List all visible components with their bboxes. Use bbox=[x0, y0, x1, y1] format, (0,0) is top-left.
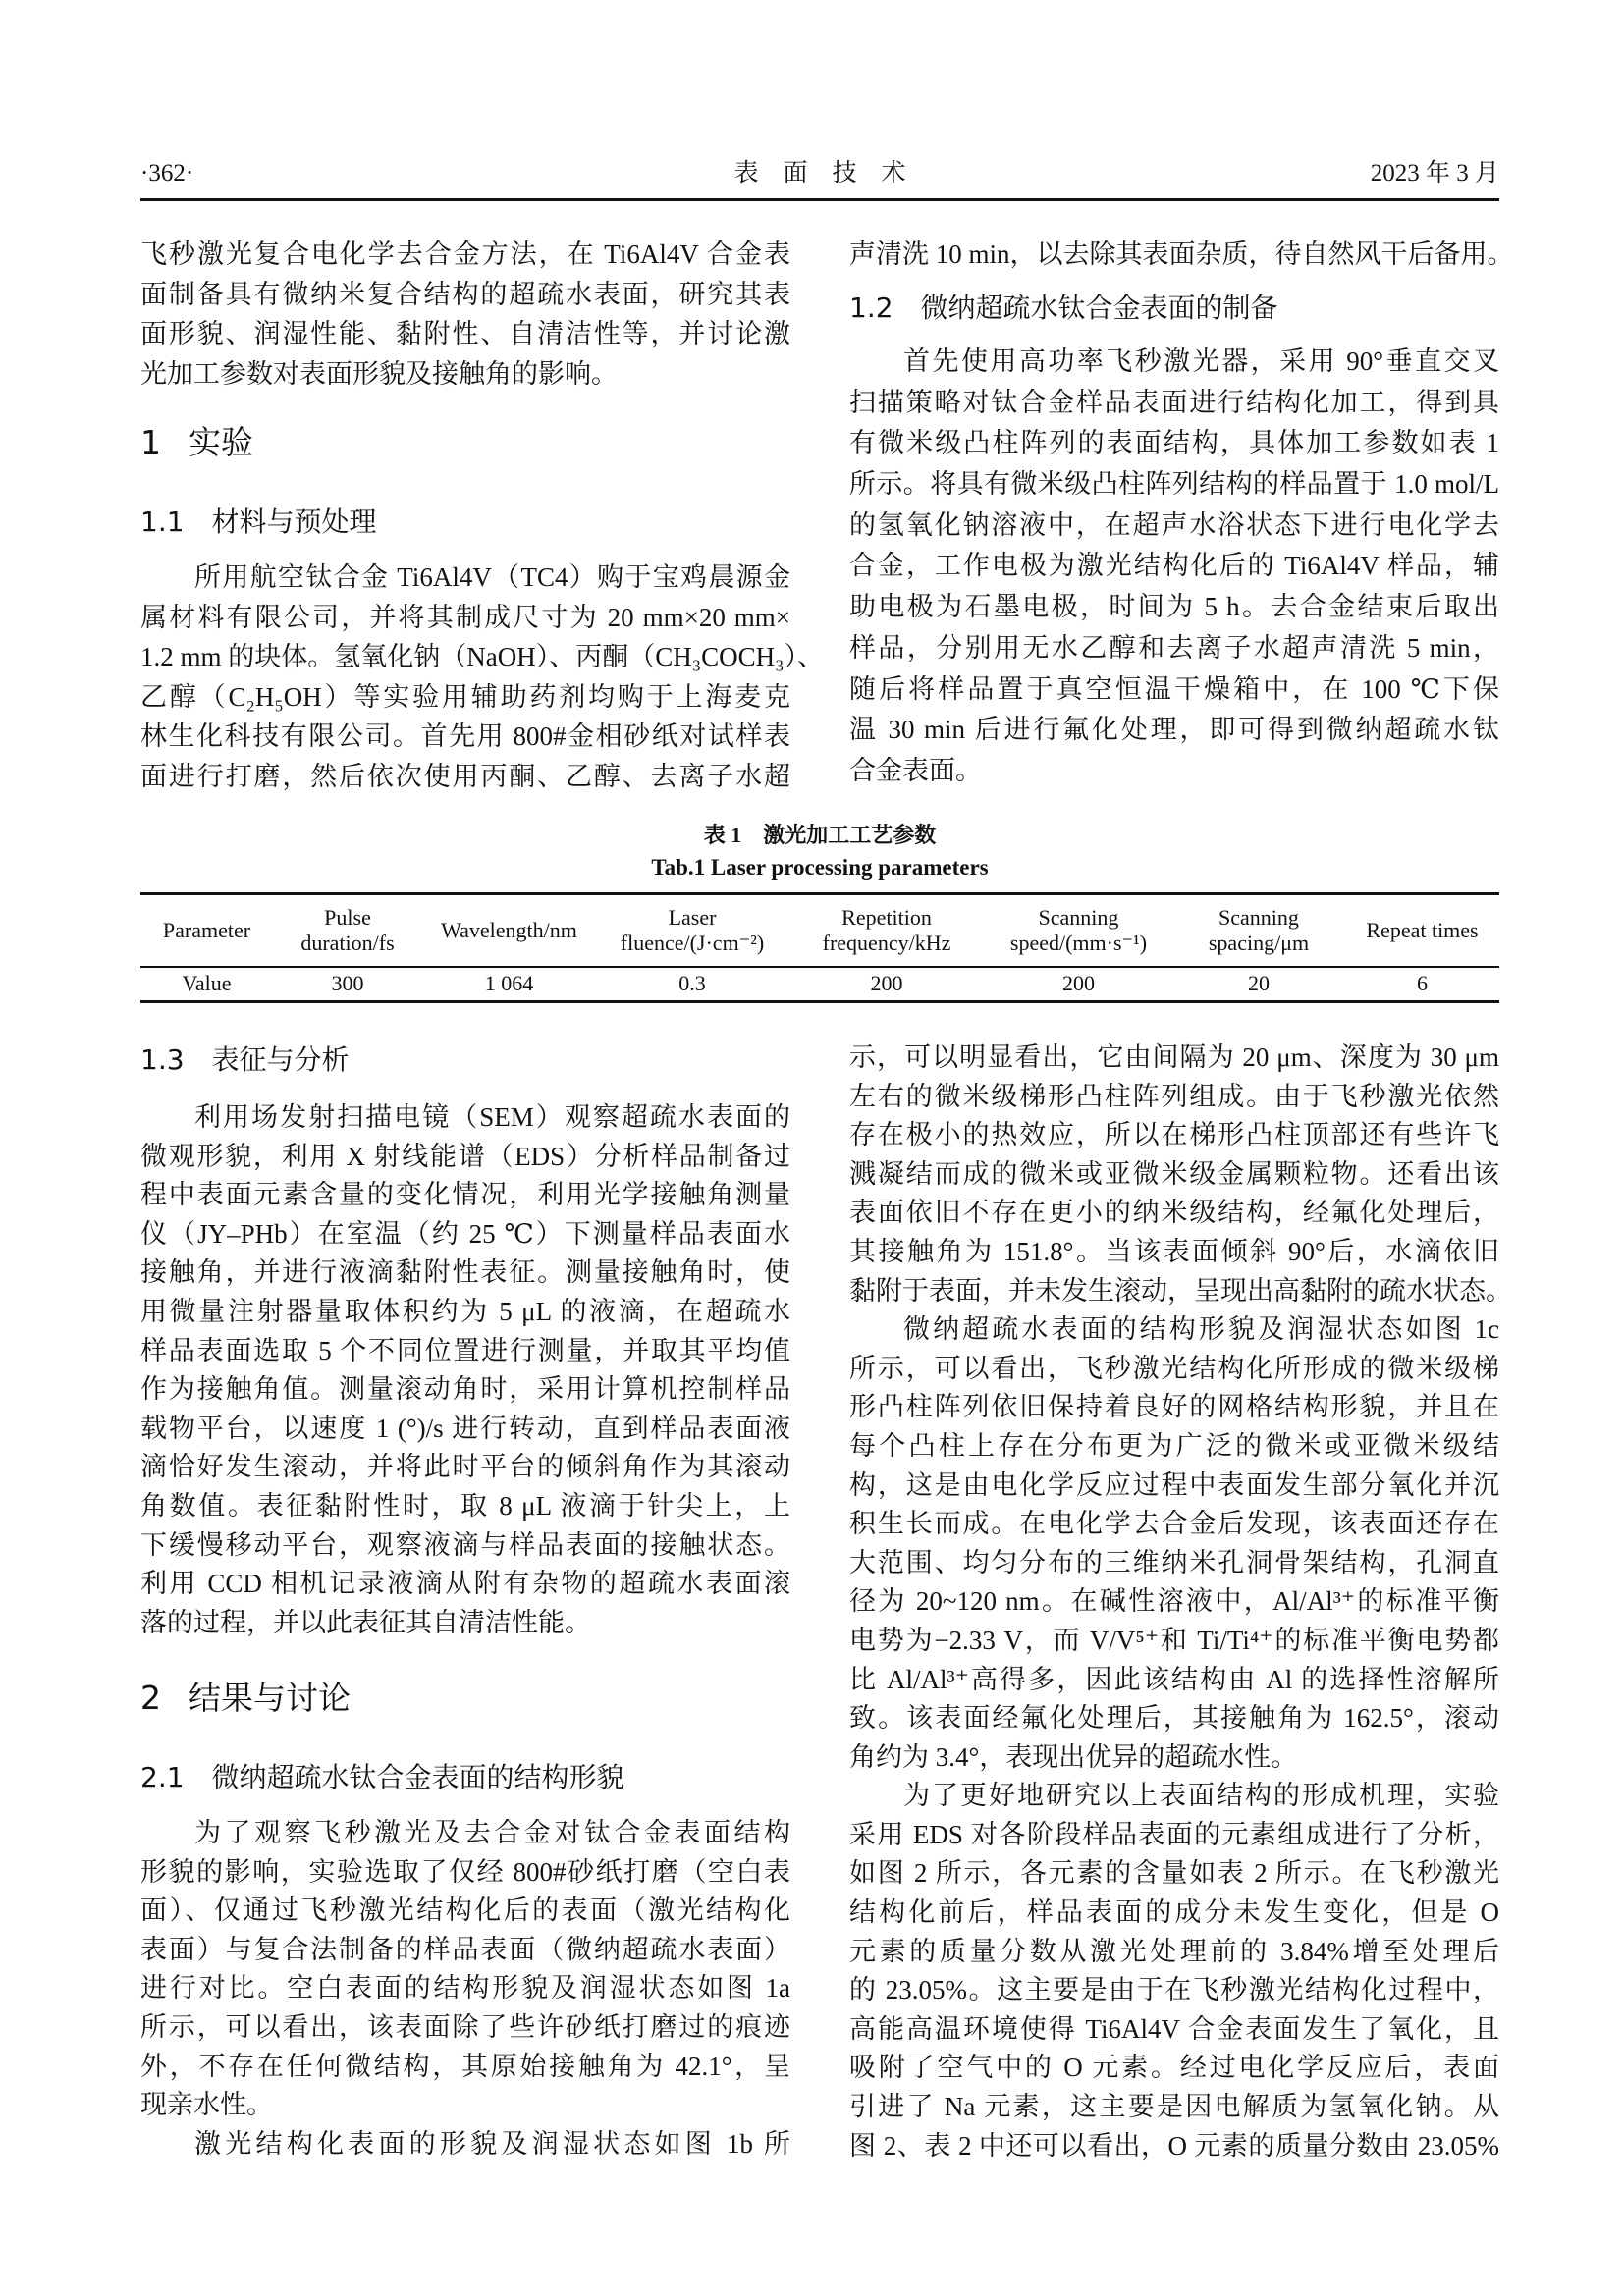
text-line: 样品表面选取 5 个不同位置进行测量，并取其平均值 bbox=[140, 1335, 790, 1365]
text-line: 助电极为石墨电极，时间为 5 h。去合金结束后取出 bbox=[849, 592, 1499, 622]
text-line: 作为接触角值。测量滚动角时，采用计算机控制样品 bbox=[140, 1374, 790, 1405]
text-line: 激光结构化表面的形貌及润湿状态如图 1b 所 bbox=[194, 2128, 790, 2159]
paragraph-structure-morphology bbox=[140, 1814, 790, 2163]
text-line: 示，可以明显看出，它由间隔为 20 μm、深度为 30 μm bbox=[849, 1042, 1499, 1072]
text-line: 角约为 3.4°，表现出优异的超疏水性。 bbox=[849, 1741, 1298, 1772]
table-cell: 6 bbox=[1417, 971, 1428, 996]
text-line: 落的过程，并以此表征其自清洁性能。 bbox=[140, 1607, 591, 1637]
text-line: 径为 20~120 nm。在碱性溶液中，Al/Al³⁺的标准平衡 bbox=[849, 1586, 1499, 1617]
text-line: 元素的质量分数从激光处理前的 3.84%增至处理后 bbox=[849, 1936, 1499, 1966]
text-line: 结构化前后，样品表面的成分未发生变化，但是 O bbox=[849, 1897, 1499, 1928]
text-line: 下缓慢移动平台，观察液滴与样品表面的接触状态。 bbox=[140, 1529, 790, 1560]
section-number: 1.2 bbox=[849, 292, 893, 324]
table-cell: 1 064 bbox=[484, 971, 534, 996]
column-header bbox=[273, 894, 422, 967]
section-number: 1.1 bbox=[140, 506, 185, 538]
text-line: 致。该表面经氟化处理后，其接触角为 162.5°，滚动 bbox=[849, 1703, 1499, 1734]
paragraph-results-continued bbox=[849, 1039, 1512, 2165]
text-line: 程中表面元素含量的变化情况，利用光学接触角测量 bbox=[140, 1180, 790, 1210]
section-heading-2 bbox=[140, 1677, 351, 1720]
text-line: 乙醇（C₂H₅OH）等实验用辅助药剂均购于上海麦克 bbox=[140, 681, 790, 712]
text-line: 温 30 min 后进行氟化处理，即可得到微纳超疏水钛 bbox=[849, 715, 1499, 745]
column-header bbox=[1345, 894, 1499, 967]
column-header bbox=[985, 894, 1172, 967]
text-line: 样品，分别用无水乙醇和去离子水超声清洗 5 min， bbox=[849, 632, 1499, 663]
text-line: 的 23.05%。这主要是由于在飞秒激光结构化过程中， bbox=[849, 1975, 1499, 2005]
section-title: 微纳超疏水钛合金表面的结构形貌 bbox=[211, 1761, 624, 1793]
paragraph-preparation bbox=[849, 342, 1499, 792]
text-line: 形凸柱阵列依旧保持着良好的网格结构形貌，并且在 bbox=[849, 1392, 1499, 1422]
text-line: 为了更好地研究以上表面结构的形成机理，实验 bbox=[903, 1781, 1499, 1811]
text-line: 构，这是由电化学反应过程中表面发生部分氧化并沉 bbox=[849, 1469, 1499, 1500]
table-cell: 200 bbox=[870, 971, 903, 996]
text-line: 林生化科技有限公司。首先用 800#金相砂纸对试样表 bbox=[140, 721, 790, 752]
column-header-line: spacing/μm bbox=[1208, 930, 1310, 955]
text-line: 所用航空钛合金 Ti6Al4V（TC4）购于宝鸡晨源金 bbox=[194, 562, 790, 592]
text-line: 所示。将具有微米级凸柱阵列结构的样品置于 1.0 mol/L bbox=[849, 469, 1499, 500]
section-heading-1-3 bbox=[140, 1041, 350, 1080]
text-line: 面进行打磨，然后依次使用丙酮、乙醇、去离子水超 bbox=[140, 761, 790, 791]
text-line: 光加工参数对表面形貌及接触角的影响。 bbox=[140, 358, 618, 389]
table-cell: 20 bbox=[1248, 971, 1270, 996]
paragraph-intro-continued bbox=[140, 235, 790, 394]
column-header-line: Scanning bbox=[1218, 904, 1299, 930]
text-line: 用微量注射器量取体积约为 5 μL 的液滴，在超疏水 bbox=[140, 1296, 790, 1326]
section-heading-1-2 bbox=[849, 289, 1278, 328]
text-line: 面）、仅通过飞秒激光结构化后的表面（激光结构化 bbox=[140, 1896, 790, 1926]
text-line: 所示，可以看出，飞秒激光结构化所形成的微米级梯 bbox=[849, 1353, 1499, 1383]
column-header-line: Wavelength/nm bbox=[441, 917, 577, 942]
table-cell: 300 bbox=[331, 971, 364, 996]
section-number: 2.1 bbox=[140, 1761, 185, 1793]
text-line: 首先使用高功率飞秒激光器，采用 90°垂直交叉 bbox=[903, 347, 1499, 376]
section-heading-2-1 bbox=[140, 1758, 624, 1797]
paragraph-materials-continued bbox=[849, 235, 1514, 275]
text-line: 利用 CCD 相机记录液滴从附有杂物的超疏水表面滚 bbox=[140, 1569, 790, 1599]
journal-name: 表 面 技 术 bbox=[733, 160, 906, 187]
laser-parameters-table bbox=[140, 892, 1499, 1003]
text-line: 载物平台，以速度 1 (°)/s 进行转动，直到样品表面液 bbox=[140, 1413, 790, 1443]
section-title: 结果与讨论 bbox=[189, 1679, 351, 1717]
text-line: 1.2 mm 的块体。氢氧化钠（NaOH）、丙酮（CH₃COCH₃）、 bbox=[140, 642, 825, 672]
table-caption-en: Tab.1 Laser processing parameters bbox=[651, 855, 989, 880]
table-cell: 0.3 bbox=[678, 971, 706, 996]
text-line: 吸附了空气中的 O 元素。经过电化学反应后，表面 bbox=[849, 2053, 1499, 2083]
row-label: Value bbox=[182, 971, 232, 996]
text-line: 角数值。表征黏附性时，取 8 μL 液滴于针尖上，上 bbox=[140, 1490, 790, 1521]
section-title: 材料与预处理 bbox=[211, 506, 377, 538]
text-line: 所示，可以看出，该表面除了些许砂纸打磨过的痕迹 bbox=[140, 2011, 790, 2042]
text-line: 利用场发射扫描电镜（SEM）观察超疏水表面的 bbox=[194, 1102, 790, 1132]
section-number: 2 bbox=[140, 1679, 161, 1717]
paragraph-materials bbox=[140, 558, 825, 797]
column-header-line: Laser bbox=[668, 904, 717, 930]
column-header bbox=[596, 894, 788, 967]
text-line: 表面）与复合法制备的样品表面（微纳超疏水表面） bbox=[140, 1934, 790, 1964]
table-row bbox=[140, 967, 1499, 1002]
text-line: 飞秒激光复合电化学去合金方法，在 Ti6Al4V 合金表 bbox=[140, 240, 790, 269]
text-line: 左右的微米级梯形凸柱阵列组成。由于飞秒激光依然 bbox=[849, 1081, 1499, 1111]
column-header-line: frequency/kHz bbox=[822, 930, 951, 955]
text-line: 积生长而成。在电化学去合金后发现，该表面还存在 bbox=[849, 1509, 1499, 1539]
column-header-line: duration/fs bbox=[300, 930, 395, 955]
text-line: 为了观察飞秒激光及去合金对钛合金表面结构 bbox=[194, 1818, 790, 1847]
table-cell: 200 bbox=[1062, 971, 1095, 996]
section-title: 微纳超疏水钛合金表面的制备 bbox=[920, 292, 1278, 324]
column-header bbox=[788, 894, 985, 967]
text-line: 现亲水性。 bbox=[140, 2090, 273, 2120]
text-line: 表面依旧不存在更小的纳米级结构，经氟化处理后， bbox=[849, 1198, 1499, 1228]
text-line: 微观形貌，利用 X 射线能谱（EDS）分析样品制备过 bbox=[140, 1141, 790, 1171]
column-header-line: fluence/(J·cm⁻²) bbox=[620, 930, 765, 955]
text-line: 仪（JY–PHb）在室温（约 25 ℃）下测量样品表面水 bbox=[140, 1218, 790, 1249]
text-line: 黏附于表面，并未发生滚动，呈现出高黏附的疏水状态。 bbox=[849, 1275, 1512, 1306]
text-line: 接触角，并进行液滴黏附性表征。测量接触角时，使 bbox=[140, 1257, 790, 1288]
section-title: 实验 bbox=[189, 423, 253, 461]
section-number: 1.3 bbox=[140, 1043, 185, 1076]
table-header-row bbox=[140, 894, 1499, 967]
text-line: 滴恰好发生滚动，并将此时平台的倾斜角作为其滚动 bbox=[140, 1452, 790, 1482]
text-line: 面制备具有微纳米复合结构的超疏水表面，研究其表 bbox=[140, 279, 790, 309]
text-line: 高能高温环境使得 Ti6Al4V 合金表面发生了氧化，且 bbox=[849, 2013, 1499, 2044]
header-rule bbox=[140, 198, 1499, 201]
column-header bbox=[422, 894, 596, 967]
text-line: 大范围、均匀分布的三维纳米孔洞骨架结构，孔洞直 bbox=[849, 1547, 1499, 1577]
text-line: 的氢氧化钠溶液中，在超声水浴状态下进行电化学去 bbox=[849, 509, 1499, 540]
text-line: 微纳超疏水表面的结构形貌及润湿状态如图 1c bbox=[903, 1314, 1499, 1345]
text-line: 有微米级凸柱阵列的表面结构，具体加工参数如表 1 bbox=[849, 428, 1499, 458]
text-line: 形貌的影响，实验选取了仅经 800#砂纸打磨（空白表 bbox=[140, 1856, 790, 1887]
text-line: 外，不存在任何微结构，其原始接触角为 42.1°，呈 bbox=[140, 2051, 790, 2081]
section-heading-1-1 bbox=[140, 503, 377, 542]
column-header-line: speed/(mm·s⁻¹) bbox=[1009, 930, 1148, 955]
paragraph-characterization bbox=[140, 1098, 790, 1642]
text-line: 随后将样品置于真空恒温干燥箱中，在 100 ℃下保 bbox=[849, 673, 1499, 704]
text-line: 属材料有限公司，并将其制成尺寸为 20 mm×20 mm× bbox=[140, 602, 790, 632]
column-header bbox=[140, 894, 273, 967]
text-line: 如图 2 所示，各元素的含量如表 2 所示。在飞秒激光 bbox=[849, 1858, 1499, 1889]
text-line: 声清洗 10 min，以去除其表面杂质，待自然风干后备用。 bbox=[849, 240, 1514, 269]
section-heading-1 bbox=[140, 421, 253, 464]
column-header-line: Repetition bbox=[841, 904, 932, 930]
text-line: 引进了 Na 元素，这主要是因电解质为氢氧化钠。从 bbox=[849, 2092, 1499, 2122]
text-line: 每个凸柱上存在分布更为广泛的微米或亚微米级结 bbox=[849, 1430, 1499, 1461]
table-caption-cn: 表 1 激光加工工艺参数 bbox=[703, 823, 937, 847]
text-line: 进行对比。空白表面的结构形貌及润湿状态如图 1a bbox=[140, 1973, 790, 2003]
text-line: 面形貌、润湿性能、黏附性、自清洁性等，并讨论激 bbox=[140, 319, 790, 349]
text-line: 合金，工作电极为激光结构化后的 Ti6Al4V 样品，辅 bbox=[849, 551, 1499, 581]
text-line: 其接触角为 151.8°。当该表面倾斜 90°后，水滴依旧 bbox=[849, 1236, 1499, 1266]
text-line: 存在极小的热效应，所以在梯形凸柱顶部还有些许飞 bbox=[849, 1120, 1499, 1150]
column-header bbox=[1172, 894, 1345, 967]
text-line: 比 Al/Al³⁺高得多，因此该结构由 Al 的选择性溶解所 bbox=[849, 1664, 1499, 1694]
column-header-line: Repeat times bbox=[1366, 917, 1479, 942]
text-line: 扫描策略对钛合金样品表面进行结构化加工，得到具 bbox=[849, 387, 1499, 417]
column-header-line: Pulse bbox=[324, 904, 371, 930]
section-title: 表征与分析 bbox=[211, 1043, 350, 1076]
section-number: 1 bbox=[140, 423, 161, 461]
text-line: 溅凝结而成的微米或亚微米级金属颗粒物。还看出该 bbox=[849, 1158, 1499, 1189]
column-header-line: Parameter bbox=[162, 917, 251, 942]
issue-date: 2023 年 3 月 bbox=[1370, 160, 1499, 187]
text-line: 合金表面。 bbox=[849, 755, 982, 785]
text-line: 采用 EDS 对各阶段样品表面的元素组成进行了分析， bbox=[849, 1819, 1499, 1849]
text-line: 图 2、表 2 中还可以看出，O 元素的质量分数由 23.05% bbox=[849, 2130, 1499, 2161]
column-header-line: Scanning bbox=[1038, 904, 1119, 930]
text-line: 电势为−2.33 V，而 V/V⁵⁺和 Ti/Ti⁴⁺的标准平衡电势都 bbox=[849, 1625, 1499, 1655]
page-number: ·362· bbox=[140, 160, 194, 187]
